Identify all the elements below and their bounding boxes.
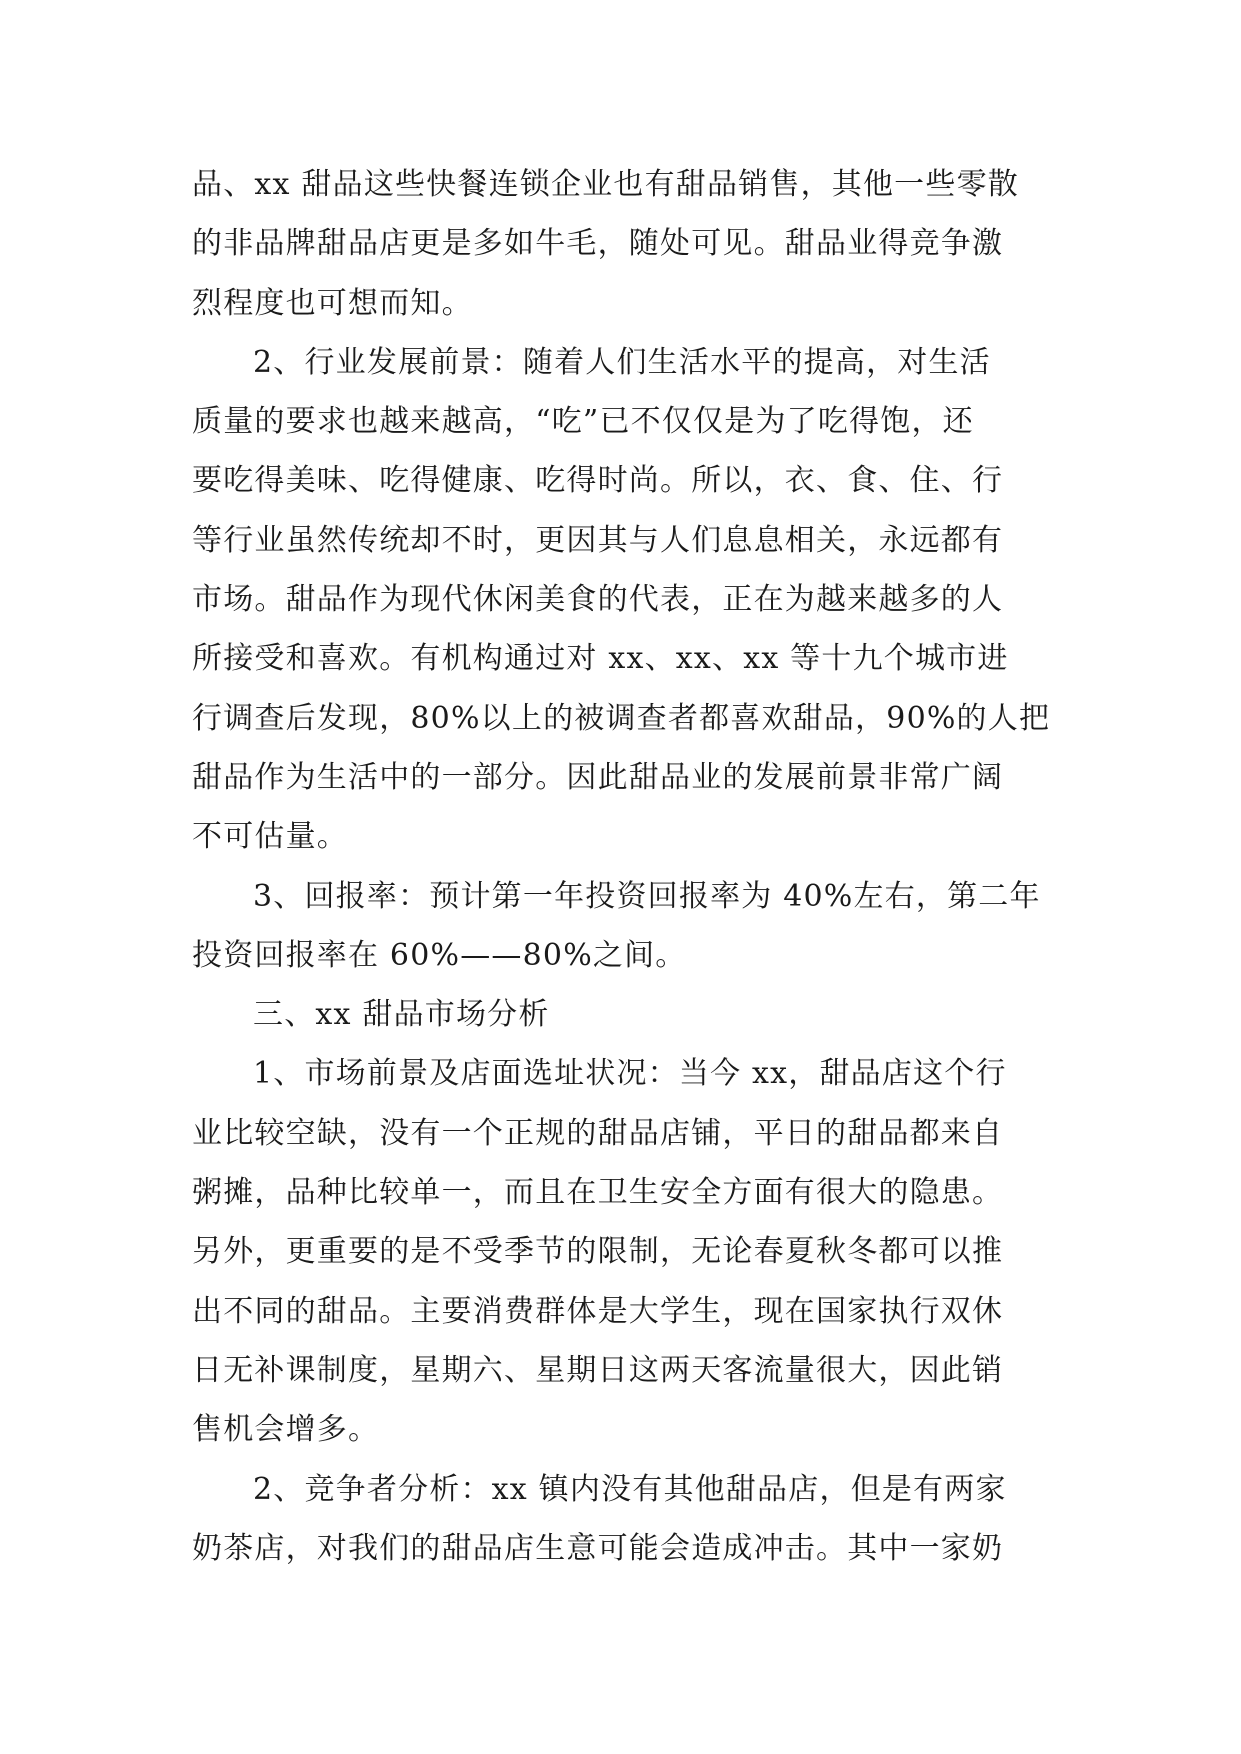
text-line: 烈程度也可想而知。 — [192, 285, 473, 321]
text-line: 奶茶店，对我们的甜品店生意可能会造成冲击。其中一家奶 — [192, 1530, 1004, 1566]
text-line: 3、回报率：预计第一年投资回报率为 40%左右，第二年 — [253, 878, 1041, 914]
text-line: 投资回报率在 60%——80%之间。 — [192, 937, 687, 973]
text-line: 另外，更重要的是不受季节的限制，无论春夏秋冬都可以推 — [192, 1234, 1004, 1270]
text-line: 甜品作为生活中的一部分。因此甜品业的发展前景非常广阔 — [192, 759, 1004, 795]
text-line: 不可估量。 — [192, 819, 348, 855]
text-line: 所接受和喜欢。有机构通过对 xx、xx、xx 等十九个城市进 — [192, 641, 1009, 677]
text-line: 等行业虽然传统却不时，更因其与人们息息相关，永远都有 — [192, 522, 1004, 558]
text-line: 2、竞争者分析：xx 镇内没有其他甜品店，但是有两家 — [253, 1471, 1007, 1507]
text-line: 要吃得美味、吃得健康、吃得时尚。所以，衣、食、住、行 — [192, 463, 1004, 499]
text-line: 1、市场前景及店面选址状况：当今 xx，甜品店这个行 — [253, 1056, 1007, 1092]
text-line: 市场。甜品作为现代休闲美食的代表，正在为越来越多的人 — [192, 582, 1004, 618]
document-body — [192, 155, 1052, 1578]
text-line: 日无补课制度，星期六、星期日这两天客流量很大，因此销 — [192, 1352, 1004, 1388]
text-line: 行调查后发现，80%以上的被调查者都喜欢甜品，90%的人把 — [192, 700, 1051, 736]
text-line: 粥摊，品种比较单一，而且在卫生安全方面有很大的隐患。 — [192, 1175, 1004, 1211]
text-line: 三、xx 甜品市场分析 — [253, 997, 550, 1033]
text-line: 2、行业发展前景：随着人们生活水平的提高，对生活 — [253, 344, 991, 380]
text-line: 质量的要求也越来越高，“吃”已不仅仅是为了吃得饱，还 — [192, 404, 974, 440]
text-line: 业比较空缺，没有一个正规的甜品店铺，平日的甜品都来自 — [192, 1115, 1004, 1151]
text-line: 品、xx 甜品这些快餐连锁企业也有甜品销售，其他一些零散 — [192, 167, 1019, 202]
text-line: 的非品牌甜品店更是多如牛毛，随处可见。甜品业得竞争激 — [192, 226, 1004, 262]
text-line: 售机会增多。 — [192, 1412, 380, 1448]
text-line: 出不同的甜品。主要消费群体是大学生，现在国家执行双休 — [192, 1293, 1004, 1329]
